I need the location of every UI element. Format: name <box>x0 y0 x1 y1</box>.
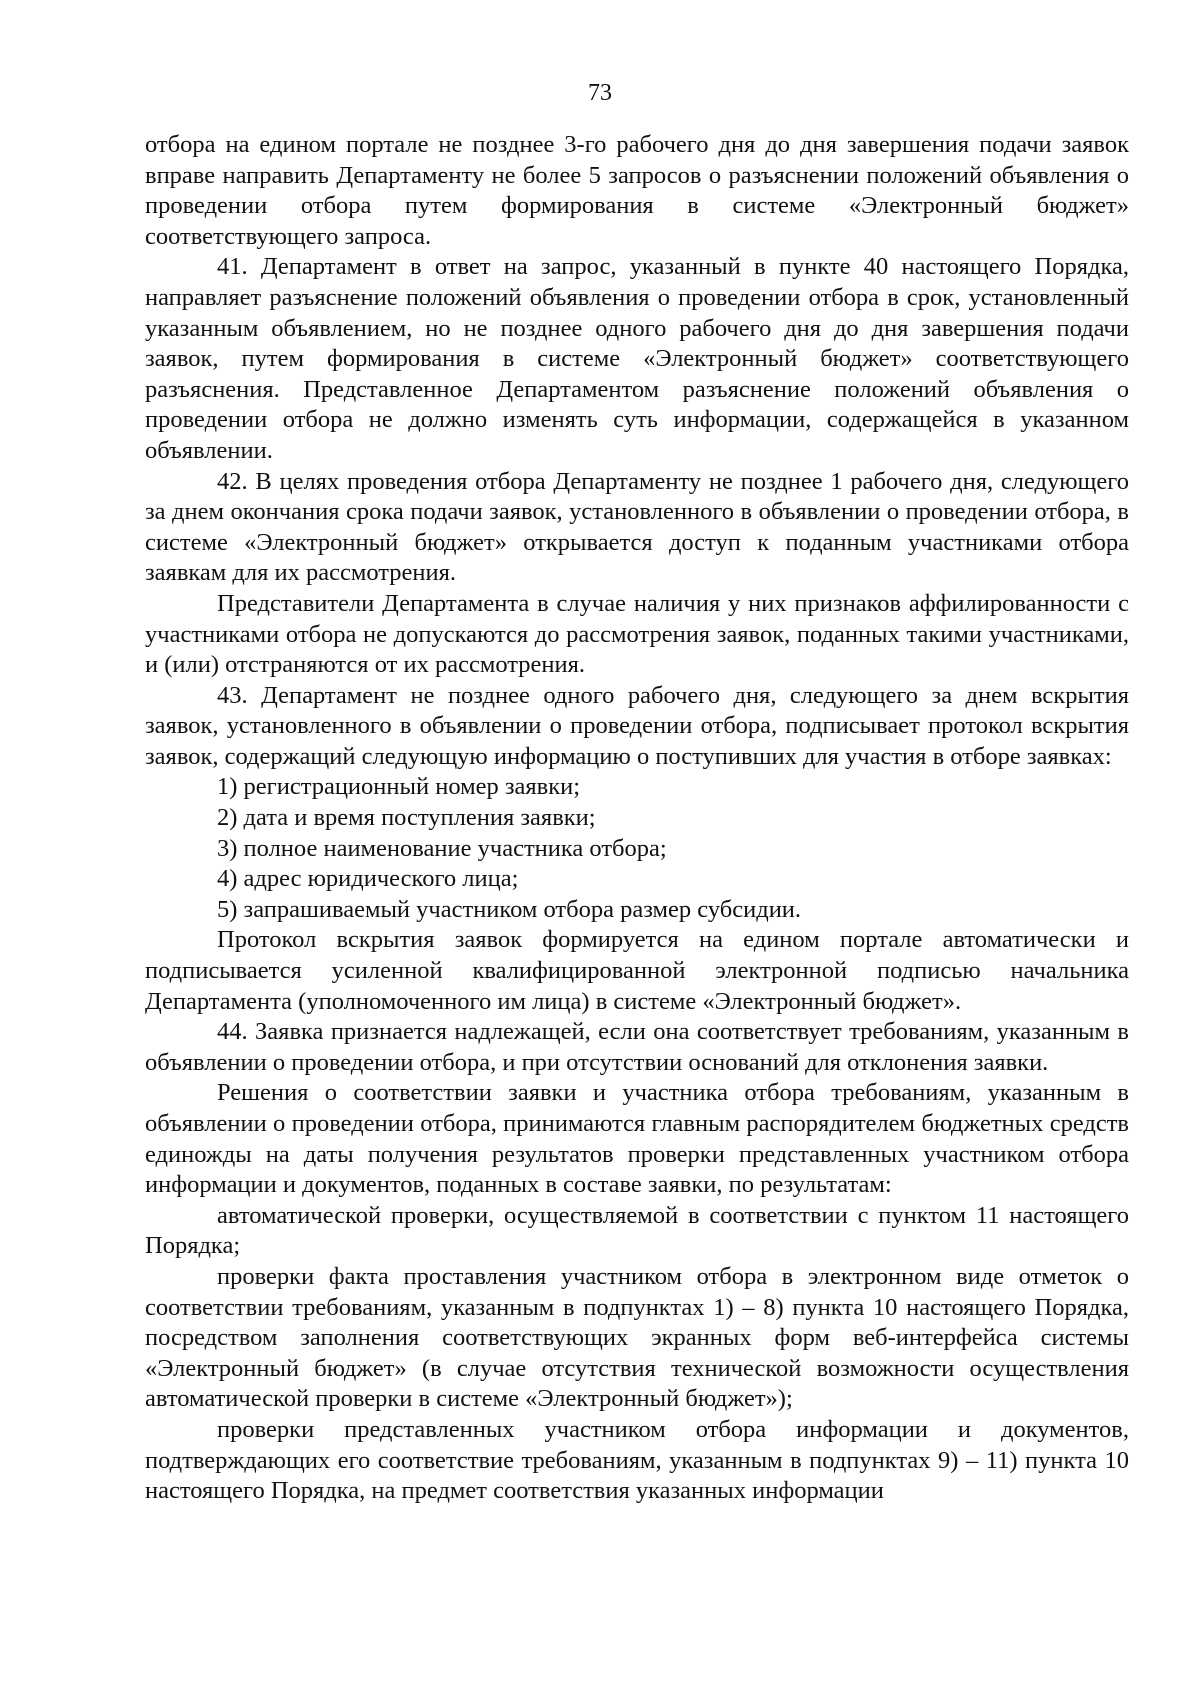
paragraph-item-44: 44. Заявка признается надлежащей, если она соответствует требованиям, указанным в объявлении о проведении отбора, и при отсутствии оснований для отклонения заявки. <box>145 1018 1129 1076</box>
paragraph-documents-check: проверки представленных участником отбора информации и документов, подтверждающих его соответствие требованиям, указанным в подпунктах 9) – 11) пункта 10 настоящего Порядка, на предмет соответствия указанных информации <box>145 1415 1129 1505</box>
paragraph-decisions: Решения о соответствии заявки и участника отбора требованиям, указанным в объявлении о проведении отбора, принимаются главным распорядителем бюджетных средств единожды на даты получения результатов проверки представленных участником отбора информации и документов, поданных в составе заявки, по результатам: <box>145 1079 1129 1199</box>
list-item: 3) полное наименование участника отбора; <box>217 834 667 862</box>
paragraph-item-41: 41. Департамент в ответ на запрос, указанный в пункте 40 настоящего Порядка, направляет разъяснение положений объявления о проведении отбора в срок, установленный указанным объявлением, но не позднее одного рабочего дня до дня завершения подачи заявок, путем формирования в системе «Электронный бюджет» соответствующего разъяснения. Представленное Департаментом разъяснение положений объявления о проведении отбора не должно изменять суть информации, содержащейся в указанном объявлении. <box>145 253 1129 464</box>
paragraph-auto-check: автоматической проверки, осуществляемой в соответствии с пунктом 11 настоящего Порядка; <box>145 1201 1129 1260</box>
paragraph-protocol: Протокол вскрытия заявок формируется на едином портале автоматически и подписывается усиленной квалифицированной электронной подписью начальника Департамента (уполномоченного им лица) в системе «Электронный бюджет». <box>145 926 1129 1015</box>
paragraph-item-43: 43. Департамент не позднее одного рабочего дня, следующего за днем вскрытия заявок, установленного в объявлении о проведении отбора, подписывает протокол вскрытия заявок, содержащий следующую информацию о поступивших для участия в отборе заявках: <box>145 681 1129 770</box>
paragraph-item-42: 42. В целях проведения отбора Департаменту не позднее 1 рабочего дня, следующего за днем окончания срока подачи заявок, установленного в объявлении о проведении отбора, в системе «Электронный бюджет» открывается доступ к поданным участниками отбора заявкам для их рассмотрения. <box>145 467 1129 587</box>
paragraph-affiliation: Представители Департамента в случае наличия у них признаков аффилированности с участниками отбора не допускаются до рассмотрения заявок, поданных такими участниками, и (или) отстраняются от их рассмотрения. <box>145 589 1129 679</box>
paragraph-continuation: отбора на едином портале не позднее 3-го рабочего дня до дня завершения подачи заявок вправе направить Департаменту не более 5 запросов о разъяснении положений объявления о проведении отбора путем формирования в системе «Электронный бюджет» соответствующего запроса. <box>145 131 1129 250</box>
document-body <box>145 130 1129 1507</box>
page-number: 73 <box>588 80 612 106</box>
list-item: 1) регистрационный номер заявки; <box>217 773 581 801</box>
list-item: 2) дата и время поступления заявки; <box>217 804 596 832</box>
paragraph-marks-check: проверки факта проставления участником отбора в электронном виде отметок о соответствии требованиям, указанным в подпунктах 1) – 8) пункта 10 настоящего Порядка, посредством заполнения соответствующих экранных форм веб-интерфейса системы «Электронный бюджет» (в случае отсутствия технической возможности осуществления автоматической проверки в системе «Электронный бюджет»); <box>145 1262 1129 1413</box>
list-item: 4) адрес юридического лица; <box>217 865 519 893</box>
list-item: 5) запрашиваемый участником отбора размер субсидии. <box>217 895 802 923</box>
